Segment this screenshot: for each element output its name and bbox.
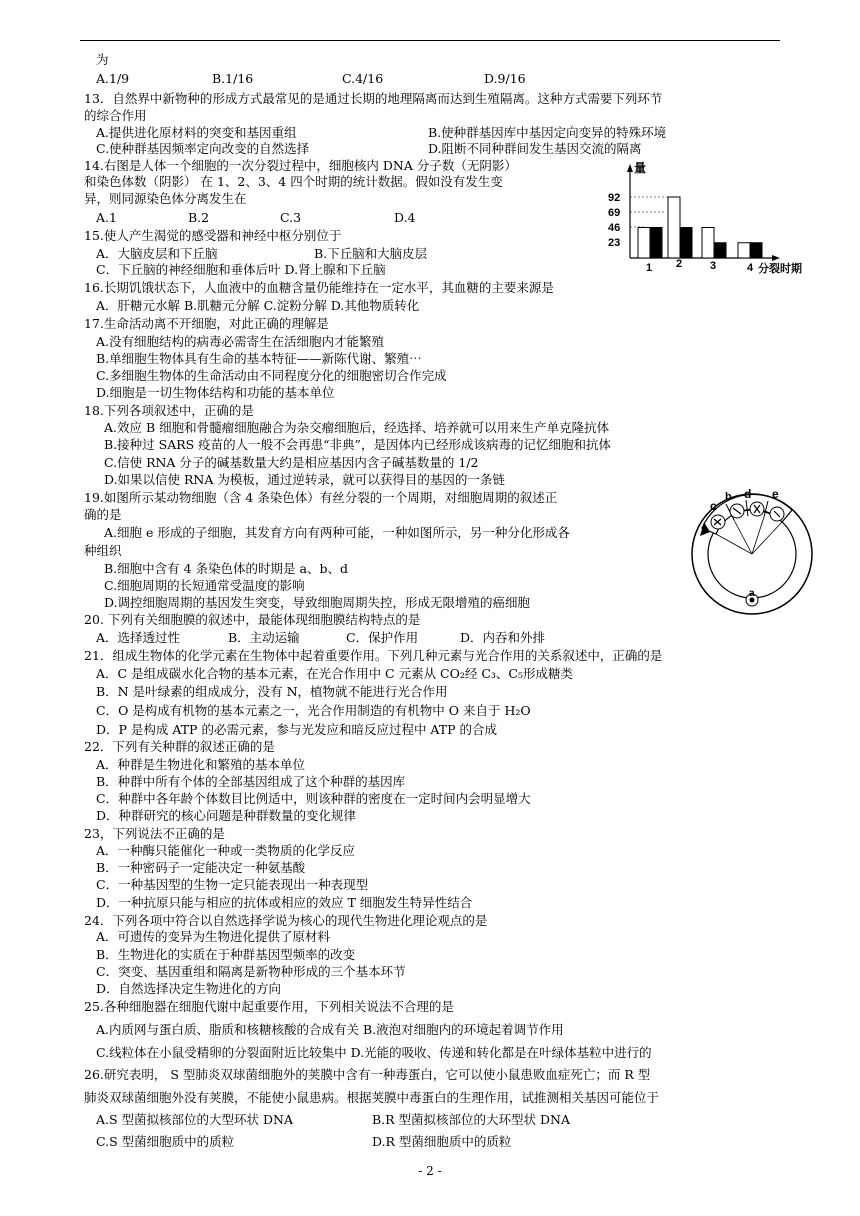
text-line: 22．下列有关种群的叙述正确的是	[84, 739, 275, 754]
option-text: B.2	[188, 210, 210, 225]
option-text: D．内吞和外排	[460, 630, 546, 645]
option-text: A.1	[96, 210, 117, 225]
text-line: 15.使人产生渴觉的感受器和神经中枢分别位于	[84, 228, 342, 243]
bar-dna	[638, 228, 650, 259]
text-line: A．一种酶只能催化一种或一类物质的化学反应	[96, 843, 356, 858]
text-line: D．自然选择决定生物进化的方向	[96, 981, 282, 996]
text-line: D.如果以信使 RNA 为模板，通过逆转录，就可以获得目的基因的一条链	[104, 472, 505, 487]
text-line: 21．组成生物体的化学元素在生物体中起着重要作用。下列几种元素与光合作用的关系叙述中，正确的是	[84, 648, 663, 663]
text-line: C.细胞周期的长短通常受温度的影响	[104, 578, 305, 593]
option-text: C．保护作用	[346, 630, 419, 645]
option-text: D.R 型菌细胞质中的质粒	[372, 1134, 512, 1149]
bar-dna	[702, 228, 714, 259]
x-axis-label: 分裂时期	[758, 263, 802, 275]
text-line: B．生物进化的实质在于种群基因型频率的改变	[96, 947, 356, 962]
text-line: 肺炎双球菌细胞外没有荚膜，不能使小鼠患病。根据荚膜中毒蛋白的生理作用，试推测相关基因可能位于	[84, 1090, 660, 1105]
text-line: C．种群中各年龄个体数目比例适中，则该种群的密度在一定时间内会明显增大	[96, 791, 531, 806]
text-line: 的综合作用	[84, 108, 147, 123]
option-text: C.使种群基因频率定向改变的自然选择	[96, 141, 310, 156]
text-line: B.接种过 SARS 疫苗的人一般不会再患“非典”，是因体内已经形成该病毒的记忆细胞和抗体	[104, 437, 611, 452]
option-text: C.S 型菌细胞质中的质粒	[96, 1134, 235, 1149]
text-line: C.线粒体在小鼠受精卵的分裂面附近比较集中 D.光能的吸收、传递和转化都是在叶绿体基粒中进行的	[96, 1045, 652, 1060]
cycle-radius	[752, 517, 764, 554]
option-text: A．大脑皮层和下丘脑	[96, 246, 218, 261]
y-tick-label: 69	[608, 207, 621, 219]
text-line: 23，下列说法不正确的是	[84, 826, 225, 841]
bar-chromosome	[650, 228, 662, 259]
text-line: 18.下列各项叙述中，正确的是	[84, 403, 254, 418]
bar-chart-figure	[600, 160, 820, 278]
text-line: 和染色体数（阴影） 在 1、2、3、4 四个时期的统计数据。假如没有发生变	[84, 174, 503, 189]
text-line: C．一种基因型的生物一定只能表现出一种表现型	[96, 877, 369, 892]
text-line: 20. 下列有关细胞膜的叙述中，最能体现细胞膜结构特点的是	[84, 612, 421, 627]
text-line: A．种群是生物进化和繁殖的基本单位	[96, 757, 306, 772]
y-axis-arrow-icon	[627, 164, 633, 172]
cycle-radius	[752, 522, 782, 554]
text-line: D．P 是构成 ATP 的必需元素，参与光发应和暗反应过程中 ATP 的合成	[96, 722, 497, 737]
y-tick-label: 23	[608, 237, 621, 249]
option-text: C.3	[280, 210, 302, 225]
text-line: 16.长期饥饿状态下，人血液中的血糖含量仍能维持在一定水平，其血糖的主要来源是	[84, 280, 554, 295]
text-line: B．一种密码子一定能决定一种氨基酸	[96, 860, 306, 875]
text-line: 25.各种细胞器在细胞代谢中起重要作用，下列相关说法不合理的是	[84, 999, 454, 1014]
cycle-label: c	[710, 499, 717, 513]
text-line: D．一种抗原只能与相应的抗体或相应的效应 T 细胞发生特异性结合	[96, 895, 473, 910]
cycle-label: d	[744, 488, 752, 501]
text-line: 17.生命活动离不开细胞，对此正确的理解是	[84, 316, 329, 331]
option-text: B.R 型菌拟核部位的大环型状 DNA	[372, 1112, 571, 1127]
cycle-label: e	[772, 488, 779, 501]
text-line: A．C 是组成碳水化合物的基本元素，在光合作用中 C 元素从 CO₂经 C₃、C₅形成糖类	[96, 666, 573, 681]
bar-dna	[668, 197, 680, 258]
page-number: - 2 -	[418, 1164, 442, 1178]
option-text: D.4	[394, 210, 416, 225]
option-text: A．选择透过性	[96, 630, 181, 645]
bar-chromosome	[750, 243, 762, 258]
text-line: B.细胞中含有 4 条染色体的时期是 a、b、d	[104, 561, 348, 576]
text-line: 26.研究表明， S 型肺炎双球菌细胞外的荚膜中含有一种毒蛋白，它可以使小鼠患败血症死亡；而 R 型	[84, 1067, 651, 1082]
bar-chromosome	[680, 228, 692, 259]
text-line: C．O 是构成有机物的基本元素之一，光合作用制造的有机物中 O 来自于 H₂O	[96, 703, 531, 718]
text-line: A.内质网与蛋白质、脂质和核糖核酸的合成有关 B.液泡对细胞内的环境起着调节作用	[96, 1022, 564, 1037]
x-axis-arrow-icon	[772, 255, 780, 261]
cycle-label: b	[725, 491, 732, 503]
text-line: C．下丘脑的神经细胞和垂体后叶 D.肾上腺和下丘脑	[96, 262, 386, 277]
text-line: 19.如图所示某动物细胞（含 4 条染色体）有丝分裂的一个周期，对细胞周期的叙述正	[84, 490, 558, 505]
text-line: 24．下列各项中符合以自然选择学说为核心的现代生物进化理论观点的是	[84, 913, 488, 928]
text-line: A.没有细胞结构的病毒必需寄生在活细胞内才能繁殖	[96, 334, 385, 349]
text-line: C.信使 RNA 分子的碱基数量大约是相应基因内含子碱基数量的 1/2	[104, 455, 479, 470]
text-line: 14.右图是人体一个细胞的一次分裂过程中，细胞核内 DNA 分子数（无阴影）	[84, 158, 517, 173]
x-tick-label: 3	[710, 260, 717, 272]
text-line: D．种群研究的核心问题是种群数量的变化规律	[96, 808, 357, 823]
text-line: 异，则同源染色体分离发生在	[84, 191, 247, 206]
text-line: 种组织	[84, 543, 122, 558]
option-text: A.S 型菌拟核部位的大型环状 DNA	[96, 1112, 293, 1127]
text-line: B.单细胞生物体具有生命的基本特征——新陈代谢、繁殖⋯	[96, 351, 422, 366]
text-line: B．种群中所有个体的全部基因组成了这个种群的基因库	[96, 774, 406, 789]
x-tick-label: 4	[747, 262, 754, 274]
bar-chromosome	[714, 243, 726, 258]
x-tick-label: 2	[676, 258, 683, 270]
y-tick-label: 92	[608, 192, 621, 204]
text-line: A．肝糖元水解 B.肌糖元分解 C.淀粉分解 D.其他物质转化	[96, 298, 420, 313]
text-line: A.细胞 e 形成的子细胞，其发育方向有两种可能，一种如图所示，另一种分化形成各	[104, 525, 570, 540]
bar-dna	[738, 243, 750, 258]
option-text: B．主动运输	[228, 630, 300, 645]
option-text: A.1/9	[96, 71, 130, 86]
option-text: B.1/16	[212, 71, 254, 86]
header-rule	[80, 40, 780, 41]
text-line: 确的是	[84, 507, 122, 522]
text-line: A.效应 B 细胞和骨髓瘤细胞融合为杂交瘤细胞后，经选择、培养就可以用来生产单克隆抗体	[104, 420, 610, 435]
cycle-label: a	[749, 588, 755, 599]
y-tick-label: 46	[608, 222, 621, 234]
option-text: B.使种群基因库中基因定向变异的特殊环境	[428, 125, 667, 140]
option-text: A.提供进化原材料的突变和基因重组	[96, 125, 297, 140]
option-text: C.4/16	[342, 71, 384, 86]
option-text: B.下丘脑和大脑皮层	[314, 246, 428, 261]
cell-cycle-diagram	[688, 488, 818, 618]
x-tick-label: 1	[646, 262, 653, 274]
y-axis-label: 量	[634, 161, 647, 175]
text-line: 为	[96, 52, 109, 67]
text-line: 13．自然界中新物种的形成方式最常见的是通过长期的地理隔离而达到生殖隔离。这种方式需要下列环节	[84, 91, 663, 106]
text-line: D.细胞是一切生物体结构和功能的基本单位	[96, 385, 335, 400]
text-line: C．突变、基因重组和隔离是新物种形成的三个基本环节	[96, 964, 406, 979]
text-line: C.多细胞生物体的生命活动由不同程度分化的细胞密切合作完成	[96, 368, 447, 383]
text-line: A．可遗传的变异为生物进化提供了原材料	[96, 929, 331, 944]
text-line: B．N 是叶绿素的组成成分，没有 N，植物就不能进行光合作用	[96, 684, 448, 699]
option-text: D.阻断不同种群间发生基因交流的隔离	[428, 141, 642, 156]
option-text: D.9/16	[484, 71, 526, 86]
text-line: D.调控细胞周期的基因发生突变，导致细胞周期失控，形成无限增殖的癌细胞	[104, 595, 531, 610]
